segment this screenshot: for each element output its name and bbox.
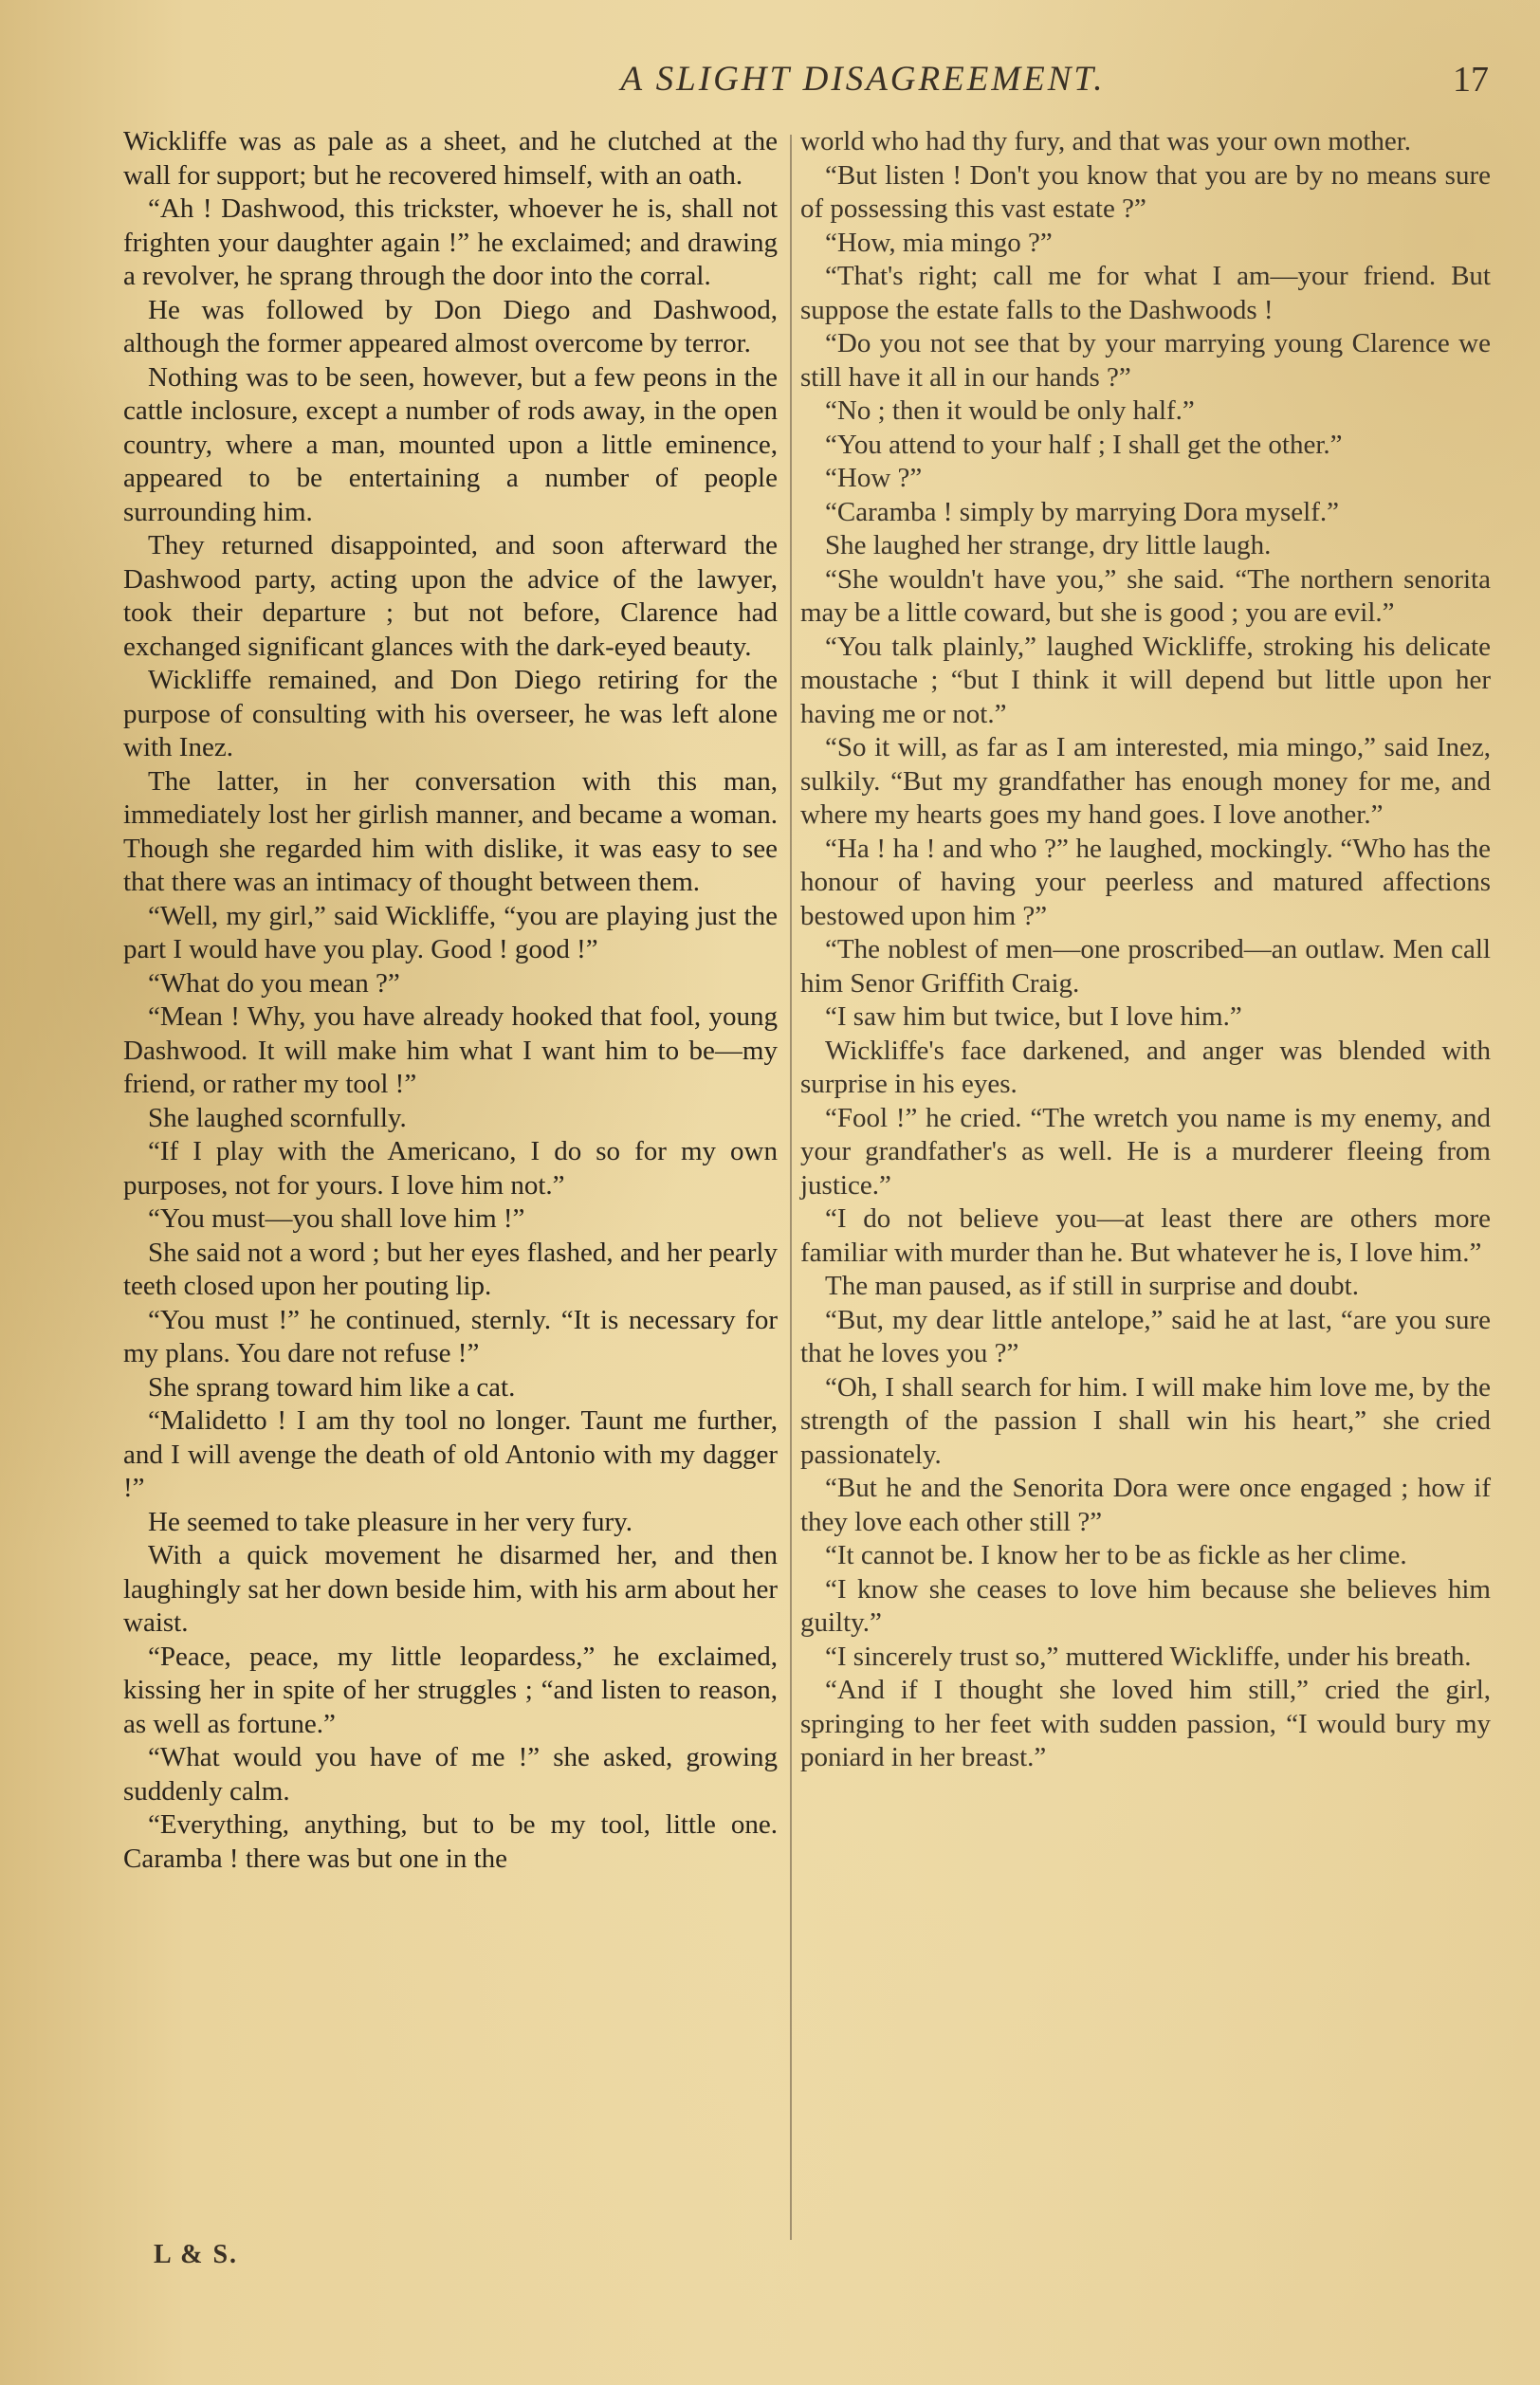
paragraph: “I saw him but twice, but I love him.” [825,1001,1242,1032]
paragraph: With a quick movement he disarmed her, and then laughingly sat her down beside him, with his arm about her waist. [123,1540,778,1638]
paragraph: “Caramba ! simply by marrying Dora myself.” [825,496,1339,527]
paragraph: “How, mia mingo ?” [825,227,1053,258]
page-header [123,59,1489,106]
paragraph: “Malidetto ! I am thy tool no longer. Taunt me further, and I will avenge the death of old Antonio with my dagger !” [123,1405,778,1503]
paragraph: “What would you have of me !” she asked, growing suddenly calm. [123,1742,778,1807]
paragraph: “I sincerely trust so,” muttered Wickliffe, under his breath. [825,1641,1472,1672]
paragraph: “But listen ! Don't you know that you are by no means sure of possessing this vast estate ?” [800,159,1491,224]
paragraph: Wickliffe was as pale as a sheet, and he clutched at the wall for support; but he recovered himself, with an oath. [123,126,778,191]
paragraph: She laughed her strange, dry little laugh. [825,530,1272,560]
paragraph: “Peace, peace, my little leopardess,” he exclaimed, kissing her in spite of her struggles ; “and listen to reason, as well as fortune.” [123,1641,778,1739]
paragraph: She said not a word ; but her eyes flashed, and her pearly teeth closed upon her pouting lip. [123,1237,778,1301]
paragraph: Nothing was to be seen, however, but a few peons in the cattle inclosure, except a number of rods away, in the open country, where a man, mounted upon a little eminence, appeared to be entertaining a number of people surrounding him. [123,361,778,527]
paragraph: “Fool !” he cried. “The wretch you name is my enemy, and your grandfather's as well. He is a murderer fleeing from justice.” [800,1102,1491,1201]
paragraph: “But, my dear little antelope,” said he at last, “are you sure that he loves you ?” [800,1304,1491,1368]
paragraph: They returned disappointed, and soon afterward the Dashwood party, acting upon the advice of the lawyer, took their departure ; but not before, Clarence had exchanged significant glances with the dark-eyed beauty. [123,530,778,662]
paragraph: “You must—you shall love him !” [148,1203,525,1234]
printer-signature: L & S. [154,2240,239,2269]
paragraph: “What do you mean ?” [148,967,400,999]
paragraph: “And if I thought she loved him still,” cried the girl, springing to her feet with sudden passion, “I would bury my poniard in her breast.” [800,1675,1491,1772]
paragraph: world who had thy fury, and that was your own mother. [800,126,1412,156]
paragraph: “Ah ! Dashwood, this trickster, whoever he is, shall not frighten your daughter again !” he exclaimed; and drawing a revolver, he sprang through the door into the corral. [123,193,778,291]
paragraph: “Everything, anything, but to be my tool, little one. Caramba ! there was but one in the [123,1809,778,1874]
paragraph: “You must !” he continued, sternly. “It is necessary for my plans. You dare not refuse !” [123,1304,778,1368]
paragraph: “It cannot be. I know her to be as fickle as her clime. [825,1540,1407,1570]
paragraph: “So it will, as far as I am interested, mia mingo,” said Inez, sulkily. “But my grandfather has enough money for me, and where my hearts goes my hand goes. I love another.” [800,732,1491,830]
left-column [123,125,778,1876]
paragraph: He was followed by Don Diego and Dashwood, although the former appeared almost overcome by terror. [123,294,778,358]
paragraph: Wickliffe's face darkened, and anger was blended with surprise in his eyes. [800,1035,1491,1099]
paragraph: “You talk plainly,” laughed Wickliffe, stroking his delicate moustache ; “but I think it will depend but little upon her having me or not.” [800,631,1491,729]
paragraph: “Well, my girl,” said Wickliffe, “you are playing just the part I would have you play. Good ! good !” [123,900,778,964]
paragraph: She laughed scornfully. [148,1102,407,1133]
paragraph: “Mean ! Why, you have already hooked that fool, young Dashwood. It will make him what I want him to be—my friend, or rather my tool !” [123,1001,778,1099]
paragraph: “She wouldn't have you,” she said. “The northern senorita may be a little coward, but she is good ; you are evil.” [800,563,1491,628]
running-title: A SLIGHT DISAGREEMENT. [620,60,1106,99]
paragraph: “But he and the Senorita Dora were once engaged ; how if they love each other still ?” [800,1473,1491,1537]
paragraph: “The noblest of men—one proscribed—an outlaw. Men call him Senor Griffith Craig. [800,934,1491,999]
paragraph: “I know she ceases to love him because she believes him guilty.” [800,1573,1491,1638]
paragraph: “Oh, I shall search for him. I will make him love me, by the strength of the passion I shall win his heart,” she cried passionately. [800,1371,1491,1470]
page-number: 17 [1453,60,1489,100]
paragraph: “If I play with the Americano, I do so for my own purposes, not for yours. I love him not.” [123,1136,778,1201]
paragraph: Wickliffe remained, and Don Diego retiring for the purpose of consulting with his overseer, he was left alone with Inez. [123,665,778,762]
paragraph: The latter, in her conversation with this man, immediately lost her girlish manner, and became a woman. Though she regarded him with dislike, it was easy to see that there was an intimacy of thought between them. [123,765,778,897]
right-column [800,125,1491,1775]
paragraph: She sprang toward him like a cat. [148,1371,516,1403]
paragraph: “Do you not see that by your marrying young Clarence we still have it all in our hands ?” [800,328,1491,393]
paragraph: “Ha ! ha ! and who ?” he laughed, mockingly. “Who has the honour of having your peerless and matured affections bestowed upon him ?” [800,833,1491,931]
paragraph: “How ?” [825,463,923,493]
paragraph: “That's right; call me for what I am—your friend. But suppose the estate falls to the Dashwoods ! [800,261,1491,325]
paragraph: “You attend to your half ; I shall get the other.” [825,429,1343,460]
paragraph: The man paused, as if still in surprise and doubt. [825,1271,1359,1301]
column-divider [790,135,792,2240]
paragraph: “I do not believe you—at least there are others more familiar with murder than he. But whatever he is, I love him.” [800,1203,1491,1268]
paragraph: “No ; then it would be only half.” [825,395,1195,426]
paragraph: He seemed to take pleasure in her very fury. [148,1506,633,1537]
